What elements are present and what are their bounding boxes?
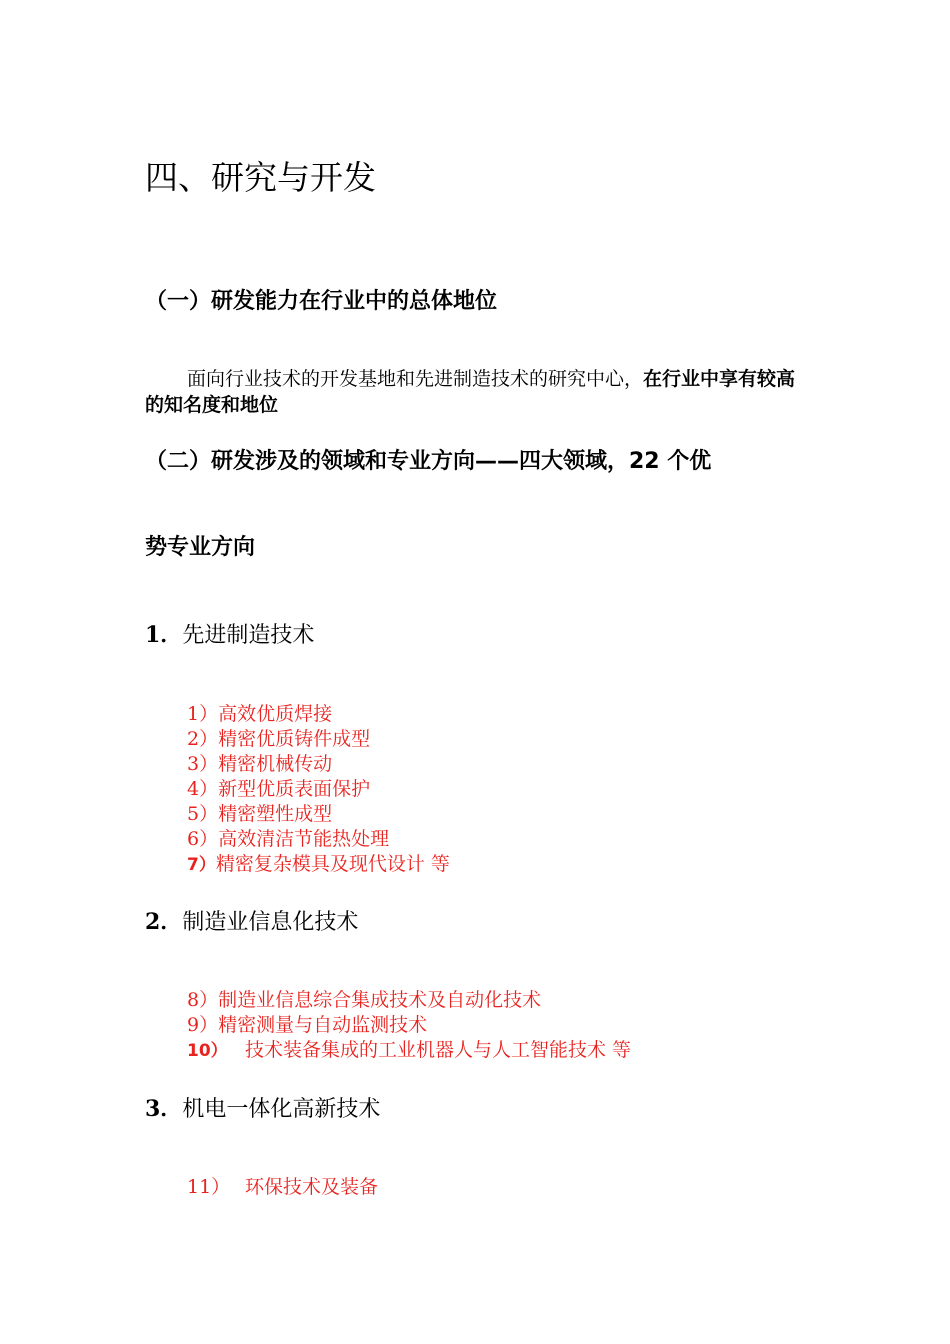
list-text: 高效清洁节能热处理 [218, 828, 390, 850]
list-item [187, 777, 450, 802]
area-number: 1． [145, 622, 183, 648]
section1-heading: （一）研发能力在行业中的总体地位 [145, 289, 498, 314]
paragraph-bold-text: 在行业中享有较高的知名度和地位 [145, 368, 796, 416]
area-title: 制造业信息化技术 [182, 910, 359, 935]
list-marker: 8） [187, 989, 219, 1011]
area-title: 机电一体化高新技术 [182, 1097, 381, 1122]
list-marker: 2） [187, 728, 219, 750]
area-3-heading [145, 1094, 380, 1125]
list-marker: 1） [187, 703, 219, 725]
list-item [187, 852, 450, 878]
area-2-list [187, 988, 631, 1064]
section1-paragraph [145, 366, 810, 418]
list-text: 新型优质表面保护 [218, 778, 371, 800]
list-text: 环保技术及装备 [245, 1176, 379, 1198]
section2-heading-line1: （二）研发涉及的领域和专业方向——四大领域，22 个优 [145, 449, 712, 474]
list-text: 精密复杂模具及现代设计 等 [215, 853, 450, 875]
list-item [187, 1013, 631, 1038]
list-text: 精密塑性成型 [218, 803, 333, 825]
list-marker: 3） [187, 753, 219, 775]
page-title: 四、研究与开发 [145, 158, 376, 197]
section2-heading-line2: 势专业方向 [145, 535, 256, 560]
list-item [187, 727, 450, 752]
list-text: 精密测量与自动监测技术 [218, 1014, 428, 1036]
list-marker: 9） [187, 1014, 219, 1036]
list-marker: 11） [187, 1176, 231, 1198]
list-text: 制造业信息综合集成技术及自动化技术 [218, 989, 542, 1011]
list-marker: 5） [187, 803, 219, 825]
list-item [187, 1038, 631, 1064]
list-text: 高效优质焊接 [218, 703, 333, 725]
area-2-heading [145, 907, 358, 938]
area-title: 先进制造技术 [182, 623, 315, 648]
area-1-list [187, 702, 450, 878]
area-1-heading [145, 620, 314, 651]
area-number: 3． [145, 1096, 183, 1122]
list-text: 精密优质铸件成型 [218, 728, 371, 750]
list-item [187, 827, 450, 852]
list-item [187, 702, 450, 727]
area-number: 2． [145, 909, 183, 935]
list-item [187, 752, 450, 777]
list-item [187, 1175, 378, 1200]
paragraph-normal-text: 面向行业技术的开发基地和先进制造技术的研究中心， [187, 368, 644, 390]
list-text: 技术装备集成的工业机器人与人工智能技术 等 [245, 1039, 632, 1061]
list-marker: 10） [187, 1041, 228, 1061]
list-marker: 6） [187, 828, 219, 850]
list-item [187, 802, 450, 827]
list-item [187, 988, 631, 1013]
area-3-list [187, 1175, 378, 1200]
list-marker: 4） [187, 778, 219, 800]
list-marker: 7） [187, 855, 216, 875]
list-text: 精密机械传动 [218, 753, 333, 775]
